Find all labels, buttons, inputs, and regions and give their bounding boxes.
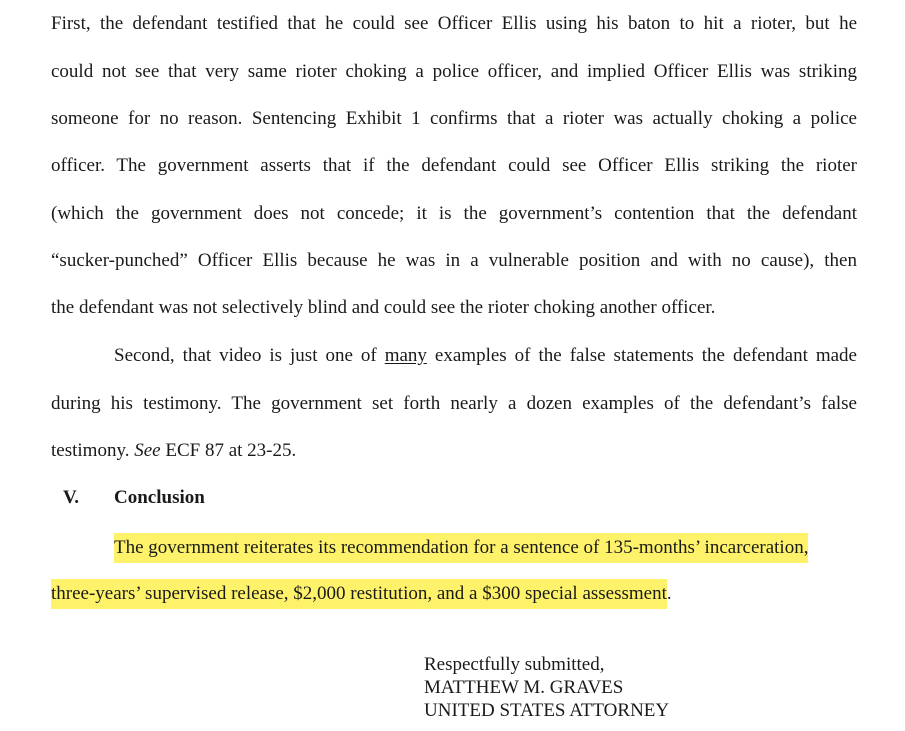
section-title: Conclusion <box>114 487 205 508</box>
citation-signal: See <box>134 440 161 461</box>
paragraph-1-line-6: “sucker-punched” Officer Ellis because he was in a vulnerable position and with no cause), then <box>51 250 857 271</box>
paragraph-2-text-after: examples of the false statements the defendant made <box>426 345 857 366</box>
underlined-emphasis: many <box>384 345 427 366</box>
citation-reference: ECF 87 at 23-25. <box>160 440 297 461</box>
paragraph-2-text-before: Second, that video is just one of <box>114 345 385 366</box>
conclusion-period: . <box>666 583 672 604</box>
paragraph-2-line-3 <box>51 439 296 463</box>
paragraph-1-line-5: (which the government does not concede; it is the government’s contention that the defendant <box>51 203 857 224</box>
paragraph-1-line-4: officer. The government asserts that if the defendant could see Officer Ellis striking the rioter <box>51 155 857 176</box>
paragraph-2-line-1 <box>114 344 857 368</box>
signature-title: UNITED STATES ATTORNEY <box>424 700 670 721</box>
paragraph-1-line-2: could not see that very same rioter choking a police officer, and implied Officer Ellis was striking <box>51 61 857 82</box>
highlighted-text: three-years’ supervised release, $2,000 restitution, and a $300 special assessment <box>51 579 667 609</box>
section-number: V. <box>63 487 80 508</box>
signature-name: MATTHEW M. GRAVES <box>424 677 624 698</box>
highlighted-text: The government reiterates its recommendation for a sentence of 135-months’ incarceration, <box>114 533 808 563</box>
conclusion-line-2 <box>51 582 672 606</box>
paragraph-1-line-1: First, the defendant testified that he could see Officer Ellis using his baton to hit a rioter, but he <box>51 13 857 34</box>
paragraph-2-line-2: during his testimony. The government set forth nearly a dozen examples of the defendant’s false <box>51 393 857 414</box>
conclusion-line-1 <box>114 536 808 560</box>
paragraph-1-line-3: someone for no reason. Sentencing Exhibit 1 confirms that a rioter was actually choking a police <box>51 108 857 129</box>
paragraph-1-line-7: the defendant was not selectively blind and could see the rioter choking another officer. <box>51 297 716 318</box>
signature-closing: Respectfully submitted, <box>424 654 605 675</box>
citation-text-before: testimony. <box>51 440 135 461</box>
